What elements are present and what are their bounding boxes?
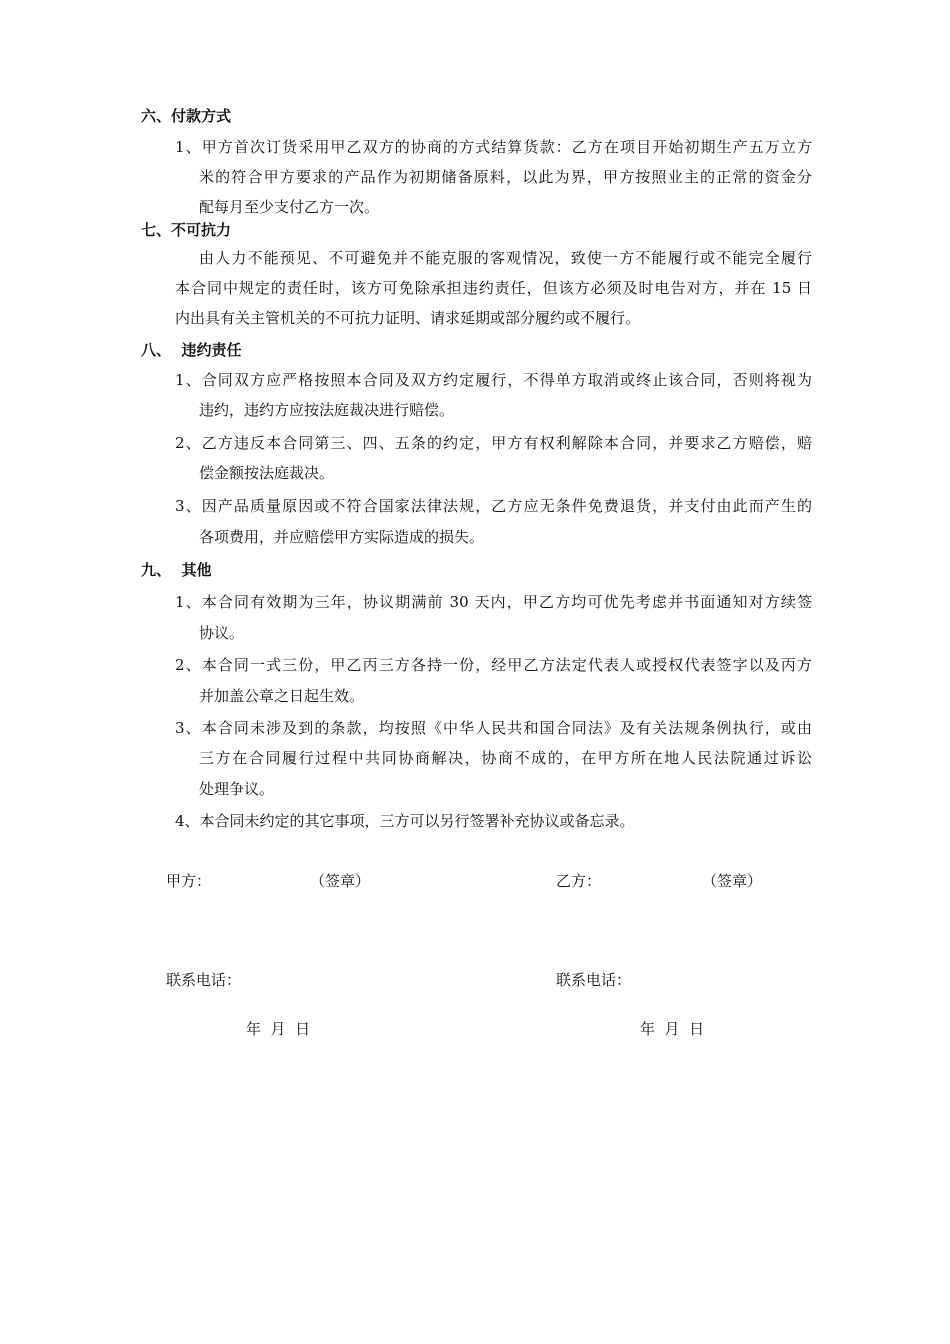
section-heading-payment: 六、付款方式 — [141, 107, 232, 125]
force-majeure-line-1: 由人力不能预见、不可避免并不能克服的客观情况，致使一方不能履行或不能完全履行 — [199, 249, 812, 267]
section-heading-force-majeure: 七、不可抗力 — [141, 221, 232, 239]
other-item-3-line-1: 3、本合同未涉及到的条款，均按照《中华人民共和国合同法》及有关法规条例执行，或由 — [175, 719, 812, 737]
other-item-1-line-1: 1、本合同有效期为三年，协议期满前 30 天内，甲乙方均可优先考虑并书面通知对方续签 — [175, 593, 812, 611]
party-a-seal: （签章） — [310, 872, 371, 890]
other-item-4-line-1: 4、本合同未约定的其它事项，三方可以另行签署补充协议或备忘录。 — [175, 812, 635, 830]
other-item-1-line-2: 协议。 — [199, 624, 245, 642]
other-item-3-line-2: 三方在合同履行过程中共同协商解决，协商不成的，在甲方所在地人民法院通过诉讼 — [199, 749, 812, 767]
force-majeure-line-3: 内出具有关主管机关的不可抗力证明、请求延期或部分履约或不履行。 — [175, 309, 641, 327]
party-b-seal: （签章） — [702, 872, 763, 890]
other-item-2-line-1: 2、本合同一式三份，甲乙丙三方各持一份，经甲乙方法定代表人或授权代表签字以及丙方 — [175, 656, 812, 674]
breach-item-2-line-1: 2、乙方违反本合同第三、四、五条的约定，甲方有权利解除本合同，并要求乙方赔偿，赔 — [175, 434, 812, 452]
section-heading-other: 九、 其他 — [141, 561, 212, 579]
section-heading-breach: 八、 违约责任 — [141, 341, 242, 359]
party-a-phone-label: 联系电话： — [166, 971, 242, 989]
payment-item-1-line-2: 米的符合甲方要求的产品作为初期储备原料，以此为界，甲方按照业主的正常的资金分 — [199, 168, 812, 186]
breach-item-3-line-2: 各项费用，并应赔偿甲方实际造成的损失。 — [199, 528, 485, 546]
other-item-3-line-3: 处理争议。 — [199, 780, 275, 798]
party-a-label: 甲方： — [166, 872, 212, 890]
force-majeure-line-2: 本合同中规定的责任时，该方可免除承担违约责任，但该方必须及时电告对方，并在 15 日 — [175, 279, 812, 297]
party-b-label: 乙方： — [556, 872, 602, 890]
breach-item-1-line-1: 1、合同双方应严格按照本合同及双方约定履行，不得单方取消或终止该合同，否则将视为 — [175, 371, 812, 389]
breach-item-3-line-1: 3、因产品质量原因或不符合国家法律法规，乙方应无条件免费退货，并支付由此而产生的 — [175, 497, 812, 515]
party-b-phone-label: 联系电话： — [556, 971, 632, 989]
payment-item-1-line-3: 配每月至少支付乙方一次。 — [199, 198, 380, 216]
payment-item-1-line-1: 1、甲方首次订货采用甲乙双方的协商的方式结算货款：乙方在项目开始初期生产五万立方 — [175, 138, 812, 156]
breach-item-1-line-2: 违约，违约方应按法庭裁决进行赔偿。 — [199, 401, 455, 419]
breach-item-2-line-2: 偿金额按法庭裁决。 — [199, 464, 335, 482]
other-item-2-line-2: 并加盖公章之日起生效。 — [199, 687, 365, 705]
party-b-date: 年 月 日 — [640, 1020, 705, 1038]
party-a-date: 年 月 日 — [246, 1020, 311, 1038]
